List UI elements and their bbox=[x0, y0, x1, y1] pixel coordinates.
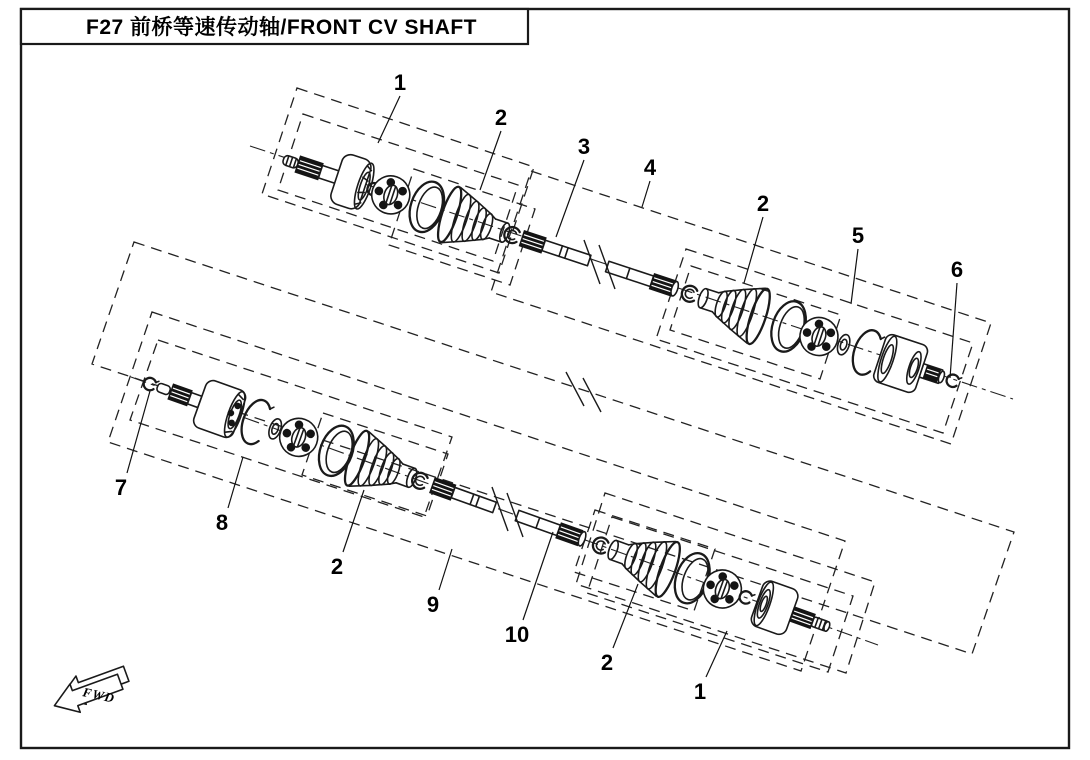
callout-label: 7 bbox=[114, 475, 128, 500]
callout-label: 10 bbox=[504, 622, 530, 647]
diagram-title: F27 前桥等速传动轴/FRONT CV SHAFT bbox=[86, 16, 478, 39]
cage-inner-race-top-left bbox=[367, 171, 415, 219]
circlip-end-top bbox=[945, 373, 962, 389]
callout-label: 3 bbox=[577, 134, 591, 159]
fwd-direction-indicator bbox=[49, 660, 131, 720]
callout-label: 2 bbox=[330, 554, 344, 579]
outer-joint-housing-bottom bbox=[749, 579, 837, 650]
callout-1-bottom bbox=[694, 631, 727, 704]
callout-label: 5 bbox=[851, 223, 865, 248]
callout-label: 2 bbox=[600, 650, 614, 675]
boot-clamp-small-top-right bbox=[680, 284, 698, 304]
callout-label: 1 bbox=[693, 679, 707, 704]
callout-label: 4 bbox=[643, 155, 657, 180]
cage-inner-race-top-right bbox=[795, 313, 843, 361]
cage-inner-race-bottom-right bbox=[698, 565, 747, 614]
callout-label: 9 bbox=[426, 592, 440, 617]
front-cv-shaft-assembly-top bbox=[274, 132, 969, 411]
callout-4 bbox=[642, 155, 657, 207]
callout-9 bbox=[427, 549, 452, 617]
callout-label: 1 bbox=[393, 70, 407, 95]
box-boot-bottom-left bbox=[302, 413, 448, 516]
cage-inner-race-bottom-left bbox=[274, 413, 323, 462]
drive-shaft-top bbox=[519, 231, 680, 298]
callout-2-mid-left bbox=[331, 490, 364, 579]
callout-label: 6 bbox=[950, 257, 964, 282]
callout-10 bbox=[505, 532, 553, 647]
callout-6 bbox=[950, 257, 963, 378]
callout-1-top bbox=[378, 70, 406, 143]
callout-5 bbox=[851, 223, 864, 304]
callout-8 bbox=[216, 457, 243, 535]
callout-label: 2 bbox=[756, 191, 770, 216]
box-shaft-assembly-top bbox=[491, 171, 991, 444]
cv-boot-top-right bbox=[690, 269, 774, 346]
stub-shaft-splined-bottom-left bbox=[155, 379, 203, 409]
stub-shaft-splined-top-left bbox=[281, 151, 340, 185]
box-assembly-large bbox=[92, 242, 1014, 654]
callout-label: 2 bbox=[494, 105, 508, 130]
inner-joint-housing-top bbox=[872, 333, 952, 402]
center-lines bbox=[131, 146, 1013, 645]
callout-label: 8 bbox=[215, 510, 229, 535]
callout-2-right bbox=[744, 191, 769, 283]
cv-boot-bottom-right bbox=[600, 521, 685, 599]
fwd-label: FWD bbox=[81, 684, 117, 706]
box-shaft-assembly-bottom bbox=[108, 312, 845, 671]
